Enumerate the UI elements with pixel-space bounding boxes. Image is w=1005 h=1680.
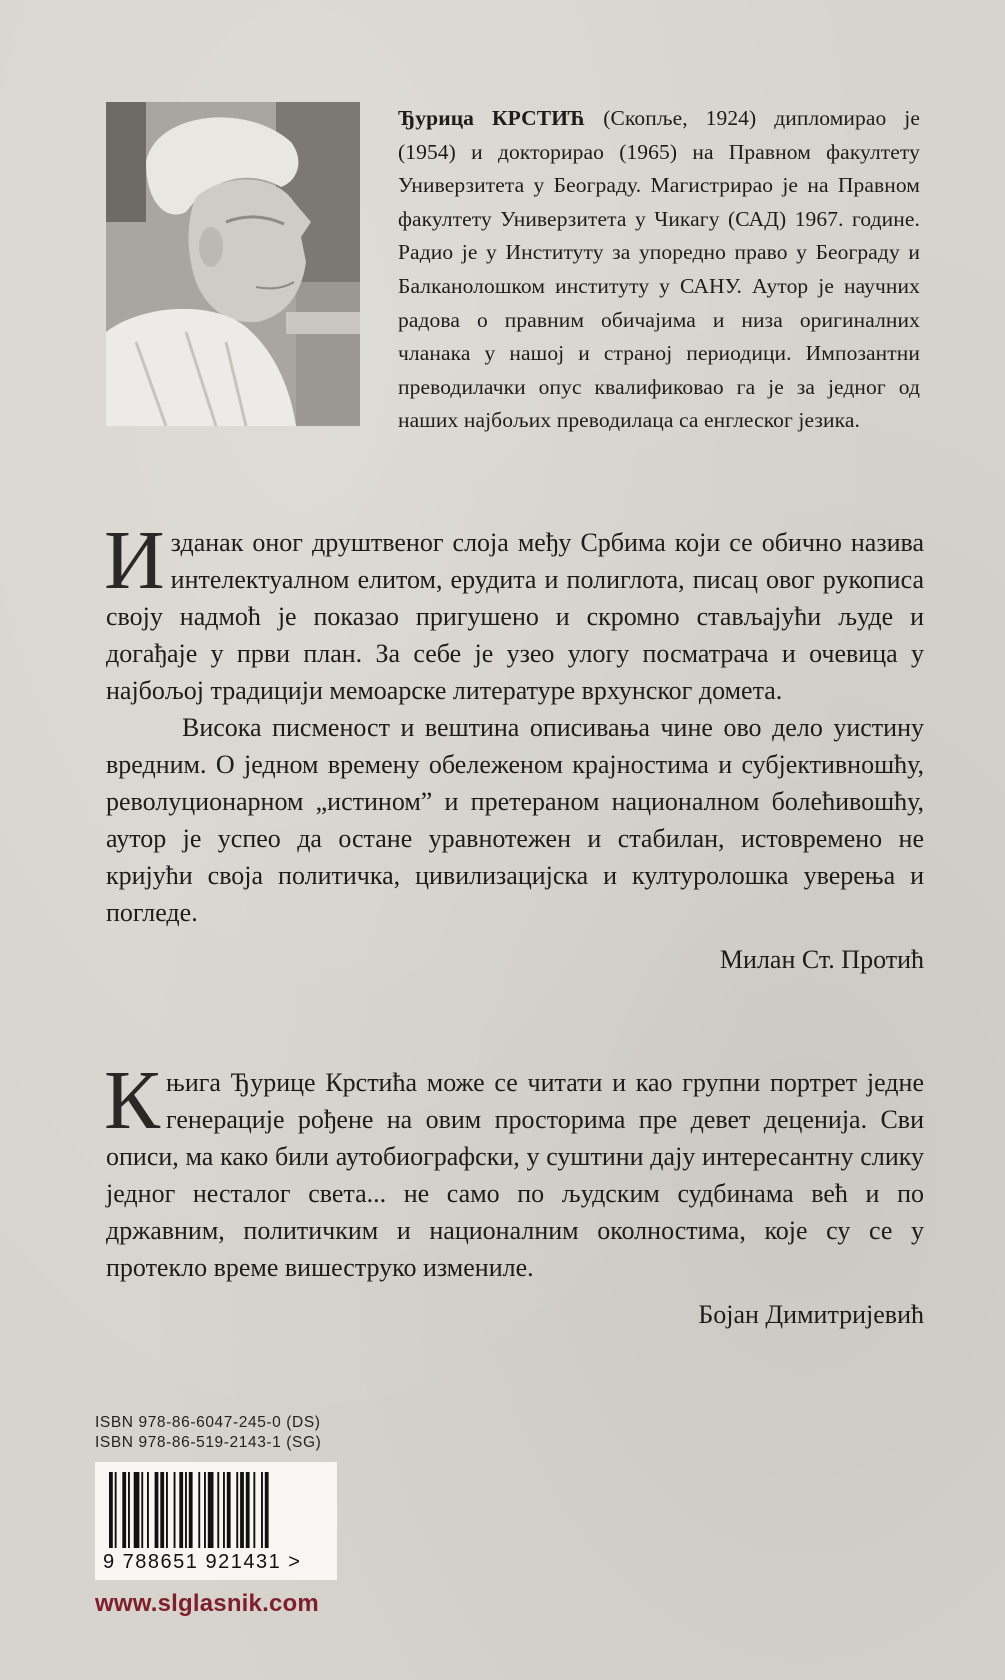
author-portrait bbox=[106, 102, 360, 426]
author-biography bbox=[398, 102, 920, 438]
review-2-author: Бојан Димитријевић bbox=[698, 1300, 924, 1329]
author-name: Ђурица КРСТИЋ bbox=[398, 106, 586, 130]
review-quote-2 bbox=[104, 1054, 924, 1333]
barcode bbox=[95, 1462, 337, 1580]
isbn-block bbox=[95, 1413, 321, 1453]
review-quote-1 bbox=[104, 514, 924, 978]
isbn-line-2: ISBN 978-86-519-2143-1 (SG) bbox=[95, 1434, 322, 1451]
drop-cap: И bbox=[104, 514, 165, 607]
review-1-paragraph-1-text: зданак оног друштвеног слоја међу Србима који се обично назива интелектуалном елитом, ерудита и полиглота, писац овог рукописа своју надмоћ је показао пригушено и скромно стављајући људе и догађаје у први план. За себе је узео улогу посматрача и очевица у најбољој традицији мемоарске литературе врхунског домета. bbox=[106, 528, 924, 705]
publisher-website: www.slglasnik.com bbox=[95, 1590, 319, 1617]
barcode-digits: 9 788651 921431 > bbox=[103, 1551, 302, 1573]
isbn-line-1: ISBN 978-86-6047-245-0 (DS) bbox=[95, 1414, 321, 1431]
review-1-paragraph-1 bbox=[104, 514, 924, 709]
drop-cap: К bbox=[104, 1054, 161, 1147]
review-2-paragraph-1-text: њига Ђурице Крстића може се читати и као групни портрет једне генерације рођене на овим просторима пре девет деценија. Сви описи, ма како били аутобиографски, у суштини дају интересантну слику једног несталог света... не само по људским судбинама већ и по државним, политичким и националним околностима, које су се у протекло време вишеструко измениле. bbox=[106, 1068, 924, 1282]
review-1-author: Милан Ст. Протић bbox=[719, 945, 924, 974]
review-1-paragraph-2: Висока писменост и вештина описивања чине ово дело уистину вредним. О једном времену обележеном крајностима и субјективношћу, револуционарном „истином” и претераном националном болећивошћу, аутор је успео да остане уравнотежен и стабилан, истовремено не кријући своја политичка, цивилизацијска и културолошка уверења и погледе. bbox=[106, 713, 924, 927]
biography-text: (Скопље, 1924) дипломирао је (1954) и докторирао (1965) на Правном факултету Универзитета у Београду. Магистрирао је на Правном факултету Универзитета у Чикагу (САД) 1967. године. Радио је у Институту за упоредно право у Београду и Балканолошком институту у САНУ. Аутор је научних радова о правним обичајима и низа оригиналних чланака у нашој и страној периодици. Импозантни преводилачки опус квалификовао га је за једног од наших најбољих преводилаца са енглеског језика. bbox=[398, 106, 920, 433]
review-2-paragraph-1 bbox=[104, 1054, 924, 1286]
barcode-bars bbox=[105, 1472, 327, 1548]
